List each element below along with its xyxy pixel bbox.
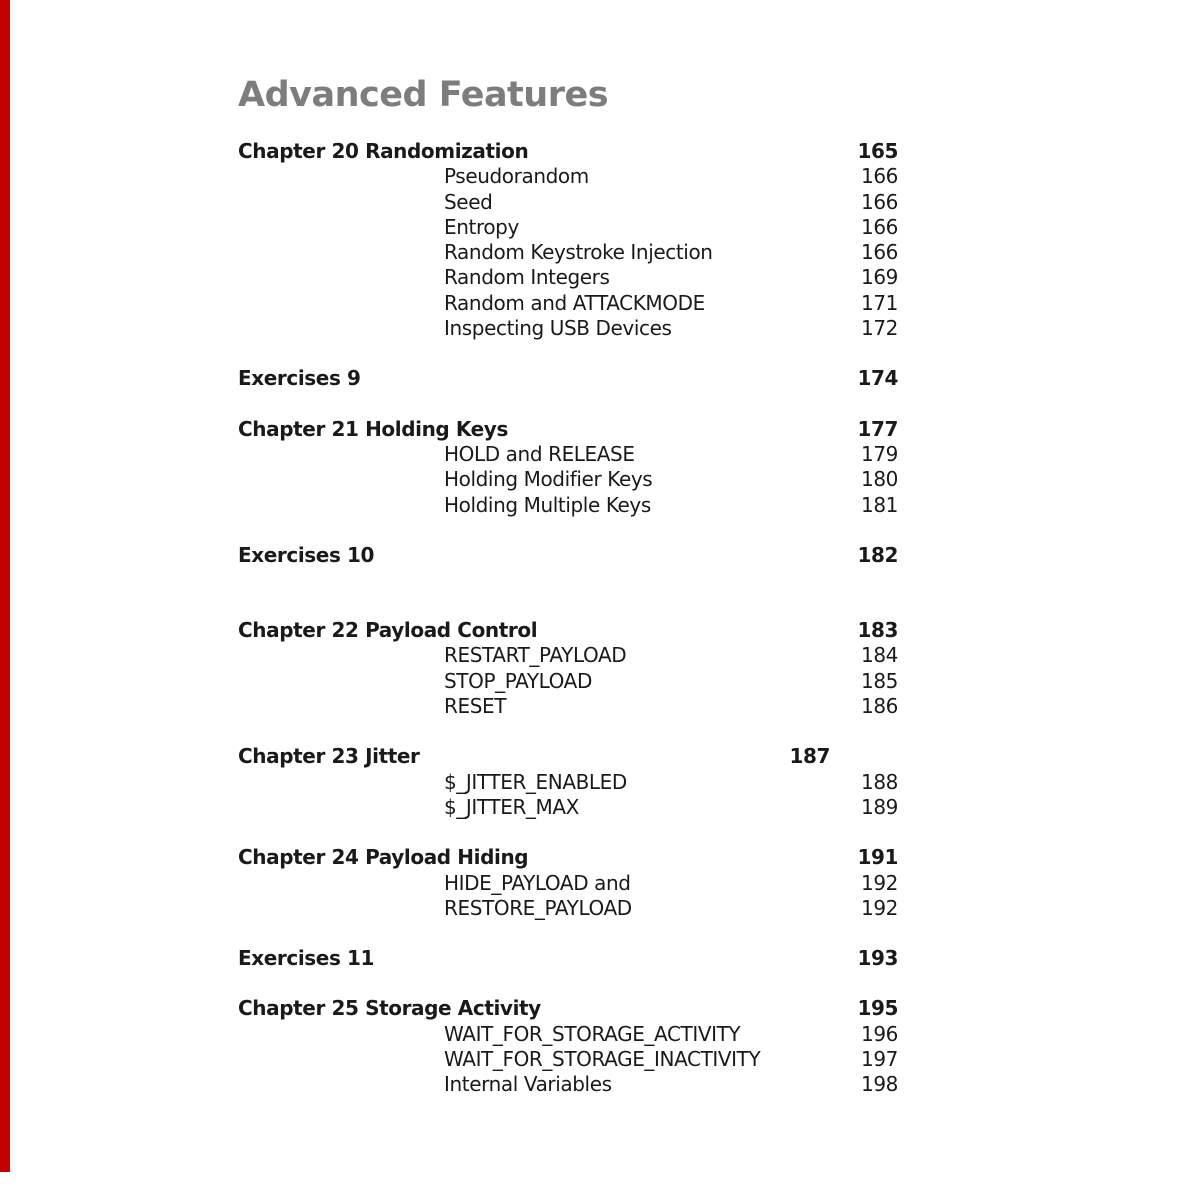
toc-row — [238, 467, 898, 492]
toc-page-number: 181 — [861, 492, 898, 517]
toc — [238, 139, 898, 1098]
toc-entry-label: WAIT_FOR_STORAGE_ACTIVITY — [444, 1021, 741, 1046]
toc-row — [238, 366, 898, 391]
toc-row — [238, 694, 898, 719]
toc-page-number: 169 — [861, 265, 898, 290]
toc-page-number: 179 — [861, 441, 898, 466]
toc-page-number: 196 — [861, 1021, 898, 1046]
toc-row — [238, 896, 898, 921]
toc-entry-label: Inspecting USB Devices — [444, 316, 672, 341]
toc-page-number: 191 — [857, 845, 898, 870]
toc-row — [238, 1022, 898, 1047]
toc-row — [238, 946, 898, 971]
toc-entry-label: Pseudorandom — [444, 164, 589, 189]
toc-page-number: 180 — [861, 467, 898, 492]
toc-page-number: 166 — [861, 214, 898, 239]
toc-page-number: 186 — [861, 694, 898, 719]
toc-row — [238, 845, 898, 870]
toc-row — [238, 1072, 898, 1097]
toc-page-number: 166 — [861, 240, 898, 265]
toc-page-number: 166 — [861, 164, 898, 189]
toc-page — [238, 74, 898, 1098]
toc-page-number: 189 — [861, 794, 898, 819]
toc-entry-label: RESTORE_PAYLOAD — [444, 895, 632, 920]
toc-entry-label: Chapter 25 Storage Activity — [238, 996, 541, 1021]
toc-entry-label: Chapter 24 Payload Hiding — [238, 845, 529, 870]
toc-entry-label: Exercises 11 — [238, 946, 375, 971]
toc-page-number: 183 — [857, 618, 898, 643]
toc-entry-label: Random Integers — [444, 265, 610, 290]
toc-entry-label: Chapter 20 Randomization — [238, 139, 529, 163]
toc-row — [238, 1047, 898, 1072]
toc-page-number: 174 — [857, 366, 898, 391]
toc-page-number: 171 — [861, 290, 898, 315]
toc-entry-label: RESTART_PAYLOAD — [444, 643, 627, 668]
toc-page-number: 195 — [857, 996, 898, 1021]
toc-row — [238, 770, 898, 795]
toc-row — [238, 164, 898, 189]
toc-entry-label: $_JITTER_MAX — [444, 794, 579, 819]
toc-entry-label: Chapter 23 Jitter — [238, 744, 420, 769]
toc-entry-label: RESET — [444, 694, 507, 719]
toc-row — [238, 871, 898, 896]
toc-page-number: 192 — [861, 895, 898, 920]
toc-entry-label: Chapter 21 Holding Keys — [238, 416, 508, 441]
toc-entry-label: HOLD and RELEASE — [444, 441, 635, 466]
toc-row — [238, 744, 898, 769]
toc-entry-label: Entropy — [444, 214, 519, 239]
toc-row — [238, 139, 898, 164]
toc-row — [238, 493, 898, 518]
toc-entry-label: Internal Variables — [444, 1072, 612, 1097]
toc-entry-label: Random and ATTACKMODE — [444, 290, 705, 315]
toc-row — [238, 618, 898, 643]
toc-row — [238, 316, 898, 341]
toc-row — [238, 795, 898, 820]
toc-entry-label: Exercises 9 — [238, 366, 361, 391]
toc-page-number: 188 — [861, 769, 898, 794]
toc-row — [238, 265, 898, 290]
toc-row — [238, 442, 898, 467]
toc-page-number: 193 — [857, 946, 898, 971]
toc-row — [238, 190, 898, 215]
toc-entry-label: STOP_PAYLOAD — [444, 668, 592, 693]
toc-page-number: 198 — [861, 1072, 898, 1097]
toc-entry-label: Chapter 22 Payload Control — [238, 618, 538, 643]
left-accent-bar — [0, 0, 10, 1172]
toc-page-number: 197 — [861, 1047, 898, 1072]
toc-page-number: 187 — [789, 744, 830, 769]
toc-row — [238, 215, 898, 240]
toc-entry-label: HIDE_PAYLOAD and — [444, 870, 631, 895]
toc-page-number: 192 — [861, 870, 898, 895]
toc-page-number: 177 — [857, 416, 898, 441]
toc-entry-label: Holding Modifier Keys — [444, 467, 653, 492]
toc-entry-label: WAIT_FOR_STORAGE_INACTIVITY — [444, 1047, 761, 1072]
toc-row — [238, 543, 898, 568]
toc-row — [238, 643, 898, 668]
toc-entry-label: Exercises 10 — [238, 542, 375, 567]
toc-page-number: 184 — [861, 643, 898, 668]
toc-row — [238, 291, 898, 316]
page-title: Advanced Features — [238, 75, 609, 115]
toc-row — [238, 669, 898, 694]
toc-row — [238, 417, 898, 442]
toc-entry-label: Random Keystroke Injection — [444, 240, 713, 265]
toc-page-number: 182 — [857, 542, 898, 567]
toc-entry-label: Seed — [444, 189, 493, 214]
toc-row — [238, 996, 898, 1021]
toc-page-number: 166 — [861, 189, 898, 214]
toc-page-number: 185 — [861, 668, 898, 693]
toc-row — [238, 240, 898, 265]
toc-page-number: 165 — [857, 139, 898, 163]
toc-entry-label: Holding Multiple Keys — [444, 492, 651, 517]
toc-page-number: 172 — [861, 316, 898, 341]
toc-entry-label: $_JITTER_ENABLED — [444, 769, 627, 794]
